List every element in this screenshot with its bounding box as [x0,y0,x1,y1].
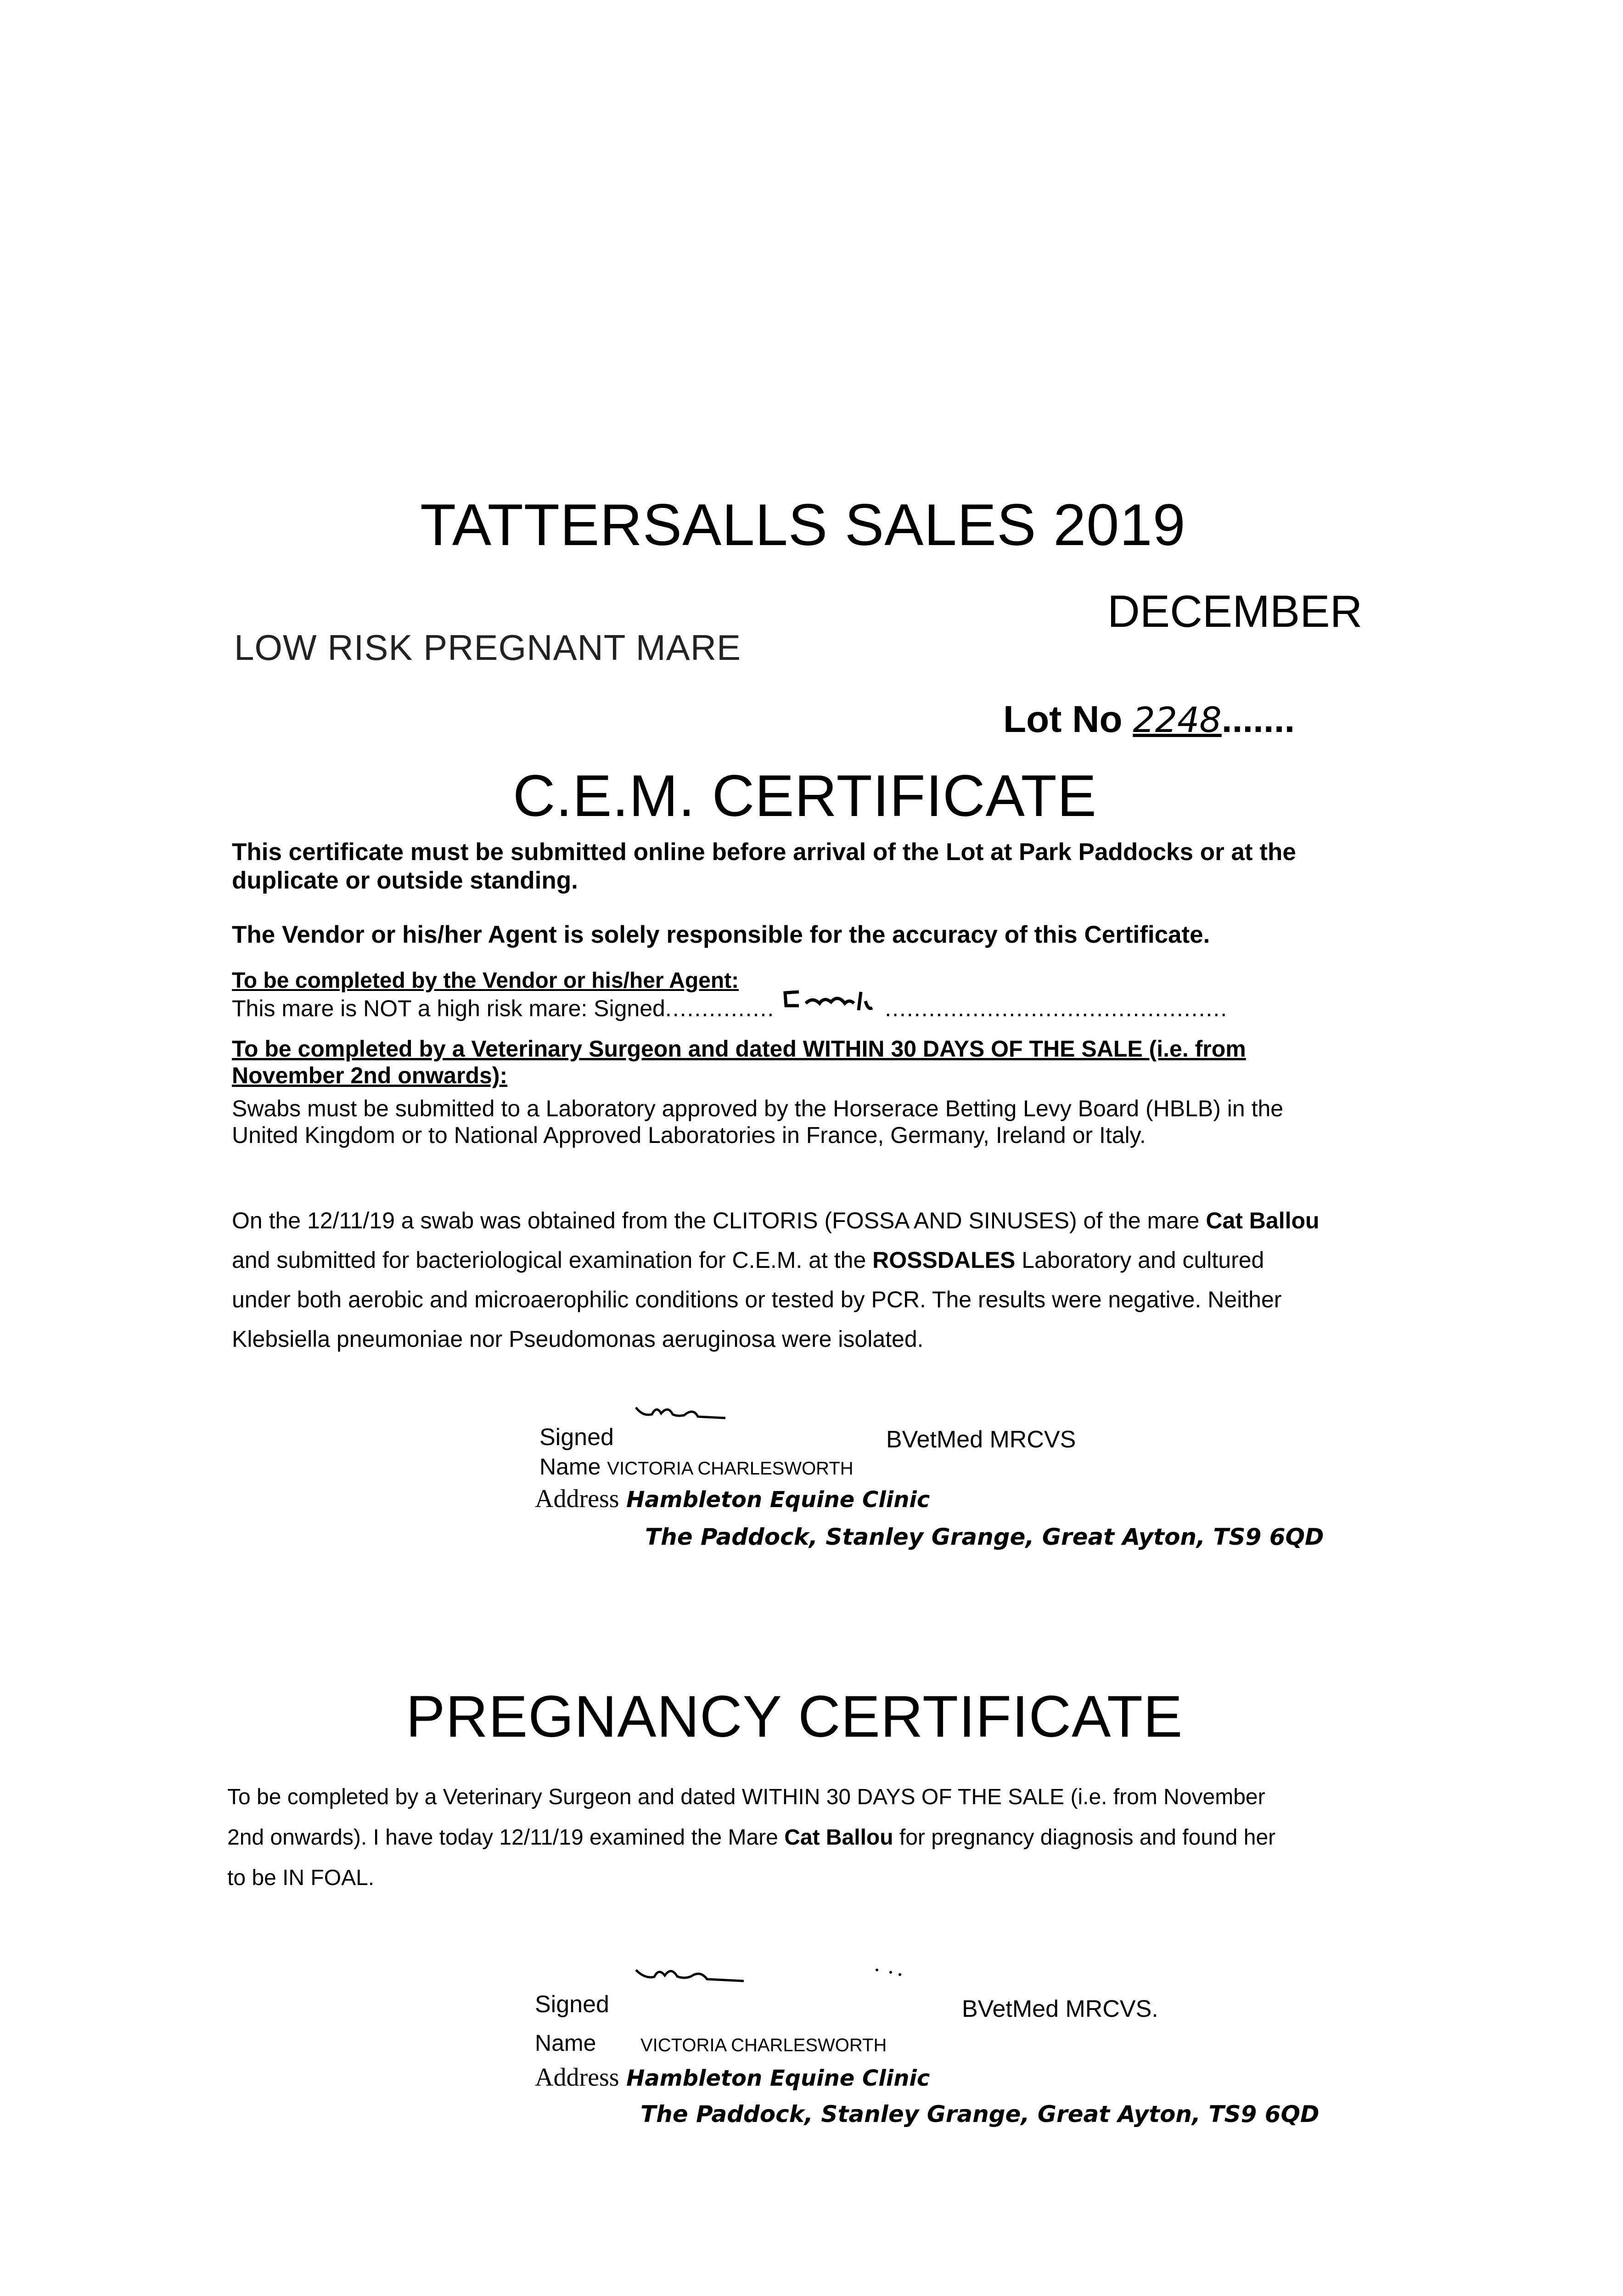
pregnancy-text: To be completed by a Veterinary Surgeon and dated WITHIN 30 DAYS OF THE SALE (i.e. from November 2nd onwards). I have today 12/11/19 examined the Mare [227,1785,1265,1850]
address-field [535,2062,930,2092]
vet-qualification: BVetMed MRCVS. [962,1996,1158,2022]
mare-category: LOW RISK PREGNANT MARE [234,627,741,668]
clinic-address: The Paddock, Stanley Grange, Great Ayton, TS9 6QD [640,2101,1320,2127]
cem-certificate-title: C.E.M. CERTIFICATE [513,763,1097,829]
lot-number-field [1003,698,1295,741]
result-text: On the 12/11/19 a swab was obtained from the CLITORIS (FOSSA AND SINUSES) of the mare [232,1208,1206,1233]
vendor-statement: This mare is NOT a high risk mare: Signed [232,996,665,1021]
signed-label: Signed [535,1991,609,2018]
lot-label: Lot No [1003,698,1123,740]
name-label: Name [535,2030,596,2056]
address-label: Address [535,1485,619,1513]
pregnancy-statement [227,1777,1292,1898]
clinic-name: Hambleton Equine Clinic [626,1487,930,1513]
result-text: and submitted for bacteriological examination for C.E.M. at the [232,1247,873,1273]
vendor-section-heading: To be completed by the Vendor or his/her Agent: [232,968,739,993]
lot-number: 2248 [1133,699,1222,740]
vet-signature-scribble [634,1401,790,1433]
vet-name: VICTORIA CHARLESWORTH [607,1458,854,1479]
mare-name: Cat Ballou [784,1825,893,1850]
submission-notice: This certificate must be submitted online before arrival of the Lot at Park Paddocks or at the duplicate or outside standing. [232,838,1296,894]
cem-result-statement [232,1201,1320,1359]
name-field [539,1453,854,1480]
sale-month: DECEMBER [1107,586,1363,636]
vet-signature-scribble [634,1961,955,1998]
name-label: Name [539,1454,601,1480]
vet-section-heading: To be completed by a Veterinary Surgeon and dated WITHIN 30 DAYS OF THE SALE (i.e. from November 2nd onwards): [232,1036,1246,1088]
vet-name: VICTORIA CHARLESWORTH [640,2035,887,2055]
result-text: Laboratory and cultured under both aerobic and microaerophilic conditions or tested by PCR. The results were negative. Neither Klebsiella pneumoniae nor Pseudomonas aeruginosa were isolated. [232,1247,1282,1352]
laboratory-name: ROSSDALES [872,1247,1016,1273]
lot-dots: ....... [1221,698,1295,740]
signature-dots: ............................................... [885,996,1228,1021]
responsibility-notice: The Vendor or his/her Agent is solely responsible for the accuracy of this Certificate. [232,921,1210,948]
pregnancy-certificate-title: PREGNANCY CERTIFICATE [406,1684,1183,1750]
vendor-declaration [232,994,1228,1023]
mare-name: Cat Ballou [1206,1208,1320,1233]
swab-requirements: Swabs must be submitted to a Laboratory approved by the Horserace Betting Levy Board (HBLB) in the United Kingdom or to National Approved Laboratories in France, Germany, Ireland or Italy. [232,1096,1284,1148]
vet-qualification: BVetMed MRCVS [886,1426,1076,1453]
clinic-address: The Paddock, Stanley Grange, Great Ayton, TS9 6QD [645,1524,1324,1550]
signature-dots: ............... [665,996,775,1021]
document-title: TATTERSALLS SALES 2019 [420,492,1186,558]
pregnancy-text: for pregnancy diagnosis and found her to be IN FOAL. [227,1825,1276,1890]
address-label: Address [535,2063,619,2092]
signed-label: Signed [539,1424,614,1451]
vendor-signature-scribble [781,983,918,1024]
address-field [535,1483,930,1514]
clinic-name: Hambleton Equine Clinic [626,2065,930,2091]
